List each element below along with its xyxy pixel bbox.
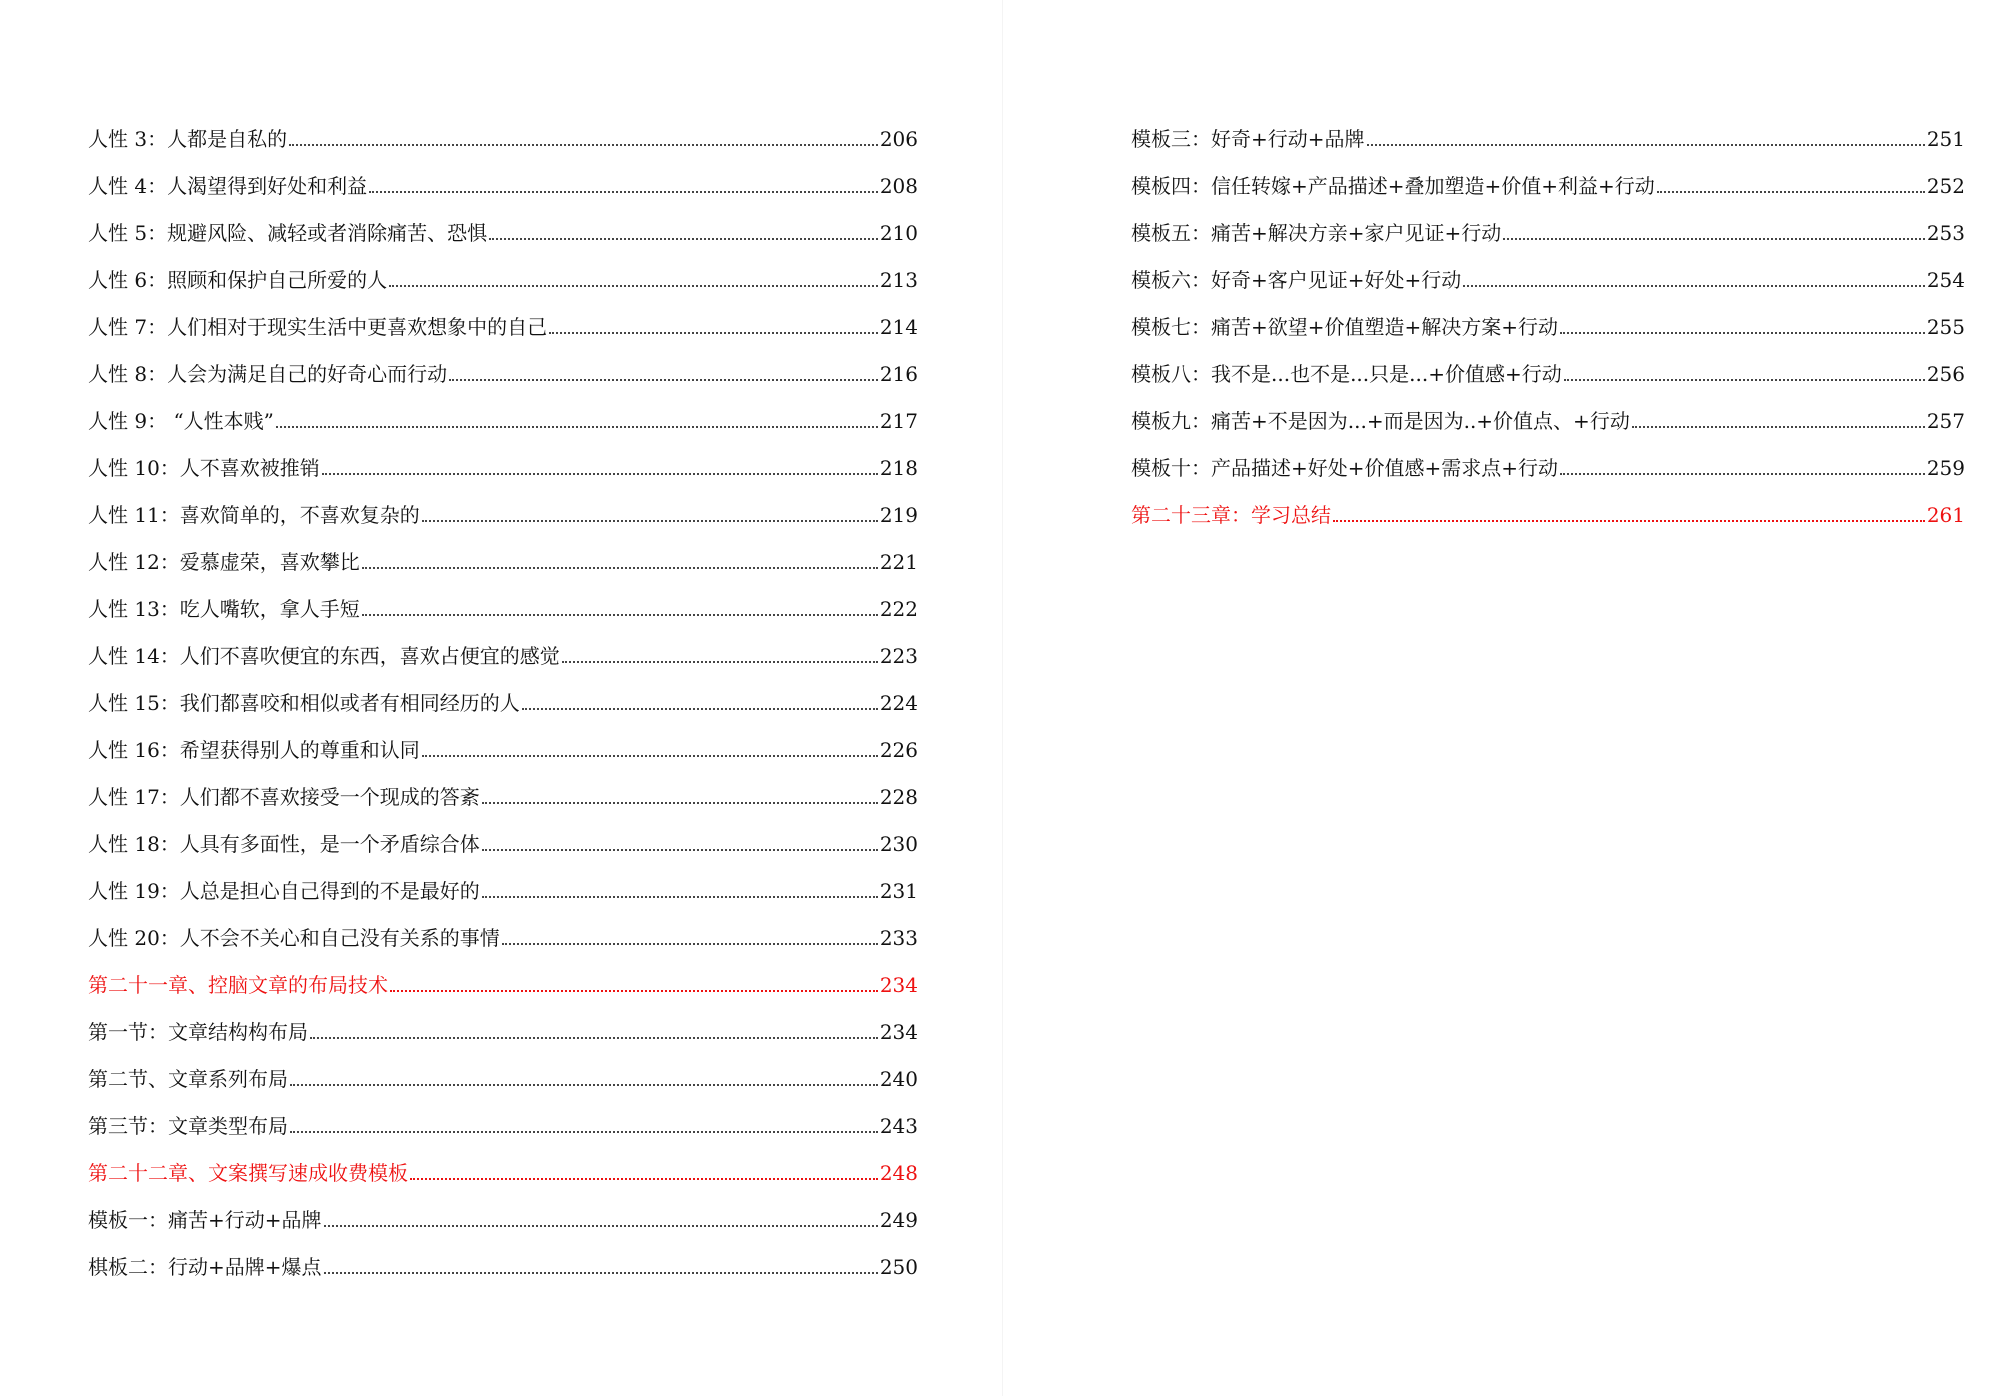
toc-entry-label: 第二十三章：学习总结 [1131, 503, 1331, 527]
dot-leader [1632, 426, 1925, 428]
toc-section-entry[interactable] [1131, 339, 1965, 386]
toc-entry-label: 模板九：痛苦+不是因为...+而是因为..+价值点、+行动 [1131, 409, 1630, 433]
toc-page-number: 249 [879, 1208, 918, 1232]
toc-page-number: 222 [879, 597, 918, 621]
dot-leader [422, 520, 878, 522]
toc-left [88, 104, 918, 1279]
toc-page-number: 206 [879, 127, 918, 151]
toc-entry-label: 人性 13：吃人嘴软，拿人手短 [88, 597, 360, 621]
toc-entry-label: 模板六：好奇+客户见证+好处+行动 [1131, 268, 1462, 292]
dot-leader [482, 849, 878, 851]
toc-page-number: 216 [879, 362, 918, 386]
toc-entry-label: 人性 3：人都是自私的 [88, 127, 288, 151]
toc-right [1131, 104, 1965, 527]
toc-page-number: 240 [879, 1067, 918, 1091]
toc-page-number: 234 [879, 973, 918, 997]
toc-entry-label: 第二十二章、文案撰写速成收费模板 [88, 1161, 408, 1185]
toc-page-number: 252 [1926, 174, 1965, 198]
toc-page-number: 259 [1926, 456, 1965, 480]
toc-section-entry[interactable] [88, 1232, 918, 1279]
toc-chapter-entry[interactable] [1131, 480, 1965, 527]
dot-leader [1560, 332, 1925, 334]
toc-entry-label: 模板七：痛苦+欲望+价值塑造+解决方案+行动 [1131, 315, 1559, 339]
toc-entry-label: 人性 12：爱慕虚荣，喜欢攀比 [88, 550, 360, 574]
toc-entry-label: 人性 17：人们都不喜欢接受一个现成的答紊 [88, 785, 480, 809]
toc-section-entry[interactable] [88, 1185, 918, 1232]
toc-entry-label: 棋板二：行动+品牌+爆点 [88, 1255, 322, 1279]
toc-section-entry[interactable] [88, 386, 918, 433]
toc-section-entry[interactable] [88, 104, 918, 151]
dot-leader [449, 379, 878, 381]
toc-section-entry[interactable] [88, 151, 918, 198]
toc-section-entry[interactable] [88, 198, 918, 245]
toc-entry-label: 第三节：文章类型布局 [88, 1114, 288, 1138]
toc-section-entry[interactable] [88, 292, 918, 339]
dot-leader [290, 1131, 878, 1133]
toc-entry-label: 模板一：痛苦+行动+品牌 [88, 1208, 322, 1232]
toc-page-number: 226 [879, 738, 918, 762]
toc-section-entry[interactable] [88, 1091, 918, 1138]
toc-page-number: 243 [879, 1114, 918, 1138]
dot-leader [324, 1225, 878, 1227]
dot-leader [324, 1272, 878, 1274]
toc-entry-label: 人性 8：人会为满足自己的好奇心而行动 [88, 362, 448, 386]
toc-page-number: 233 [879, 926, 918, 950]
toc-chapter-entry[interactable] [88, 950, 918, 997]
toc-page-number: 208 [879, 174, 918, 198]
toc-section-entry[interactable] [1131, 151, 1965, 198]
toc-page-number: 250 [879, 1255, 918, 1279]
dot-leader [1560, 473, 1925, 475]
dot-leader [369, 191, 878, 193]
toc-section-entry[interactable] [88, 621, 918, 668]
dot-leader [1367, 144, 1925, 146]
toc-page-number: 228 [879, 785, 918, 809]
toc-page-number: 231 [879, 879, 918, 903]
toc-section-entry[interactable] [88, 903, 918, 950]
toc-section-entry[interactable] [88, 997, 918, 1044]
toc-entry-label: 人性 16：希望获得别人的尊重和认同 [88, 738, 420, 762]
toc-page-number: 213 [879, 268, 918, 292]
dot-leader [362, 614, 878, 616]
toc-page-number: 214 [879, 315, 918, 339]
toc-page-number: 254 [1926, 268, 1965, 292]
toc-section-entry[interactable] [88, 715, 918, 762]
dot-leader [389, 285, 878, 287]
toc-page-number: 223 [879, 644, 918, 668]
toc-entry-label: 人性 10：人不喜欢被推销 [88, 456, 320, 480]
dot-leader [362, 567, 878, 569]
toc-entry-label: 人性 15：我们都喜咬和相似或者有相同经历的人 [88, 691, 520, 715]
toc-entry-label: 人性 14：人们不喜吹便宜的东西，喜欢占便宜的感觉 [88, 644, 560, 668]
dot-leader [290, 1084, 878, 1086]
toc-section-entry[interactable] [88, 762, 918, 809]
toc-entry-label: 人性 4：人渴望得到好处和利益 [88, 174, 368, 198]
toc-page-number: 217 [879, 409, 918, 433]
toc-page-number: 253 [1926, 221, 1965, 245]
toc-section-entry[interactable] [1131, 433, 1965, 480]
dot-leader [410, 1178, 878, 1180]
toc-entry-label: 人性 6：照顾和保护自己所爱的人 [88, 268, 388, 292]
dot-leader [562, 661, 878, 663]
toc-section-entry[interactable] [88, 574, 918, 621]
toc-page-number: 257 [1926, 409, 1965, 433]
dot-leader [482, 802, 878, 804]
toc-entry-label: 人性 7：人们相对于现实生活中更喜欢想象中的自己 [88, 315, 548, 339]
toc-entry-label: 人性 9： “人性本贱” [88, 409, 274, 433]
toc-page-number: 256 [1926, 362, 1965, 386]
dot-leader [1463, 285, 1925, 287]
toc-section-entry[interactable] [88, 1044, 918, 1091]
toc-section-entry[interactable] [1131, 245, 1965, 292]
toc-entry-label: 人性 11：喜欢简单的，不喜欢复杂的 [88, 503, 420, 527]
dot-leader [276, 426, 878, 428]
dot-leader [482, 896, 878, 898]
dot-leader [289, 144, 878, 146]
dot-leader [549, 332, 878, 334]
toc-entry-label: 模板三：好奇+行动+品牌 [1131, 127, 1365, 151]
toc-entry-label: 模板四：信任转嫁+产品描述+叠加塑造+价值+利益+行动 [1131, 174, 1655, 198]
toc-entry-label: 人性 19：人总是担心自己得到的不是最好的 [88, 879, 480, 903]
toc-page-number: 221 [879, 550, 918, 574]
toc-section-entry[interactable] [88, 245, 918, 292]
toc-section-entry[interactable] [1131, 198, 1965, 245]
dot-leader [522, 708, 878, 710]
toc-section-entry[interactable] [1131, 292, 1965, 339]
toc-section-entry[interactable] [88, 856, 918, 903]
toc-entry-label: 模板五：痛苦+解决方亲+家户见证+行动 [1131, 221, 1502, 245]
toc-page-number: 230 [879, 832, 918, 856]
toc-entry-label: 第一节：文章结构构布局 [88, 1020, 308, 1044]
toc-section-entry[interactable] [88, 809, 918, 856]
toc-entry-label: 人性 5：规避风险、减轻或者消除痛苦、恐惧 [88, 221, 488, 245]
toc-entry-label: 第二节、文章系列布局 [88, 1067, 288, 1091]
toc-page-number: 251 [1926, 127, 1965, 151]
toc-page-number: 224 [879, 691, 918, 715]
toc-chapter-entry[interactable] [88, 1138, 918, 1185]
toc-section-entry[interactable] [88, 527, 918, 574]
dot-leader [322, 473, 878, 475]
dot-leader [502, 943, 878, 945]
toc-entry-label: 模板十：产品描述+好处+价值感+需求点+行动 [1131, 456, 1559, 480]
dot-leader [390, 990, 878, 992]
dot-leader [1657, 191, 1925, 193]
toc-section-entry[interactable] [1131, 386, 1965, 433]
toc-section-entry[interactable] [88, 339, 918, 386]
dot-leader [1503, 238, 1925, 240]
dot-leader [1564, 379, 1925, 381]
toc-section-entry[interactable] [1131, 104, 1965, 151]
toc-entry-label: 第二十一章、控脑文章的布局技术 [88, 973, 388, 997]
toc-page-number: 261 [1926, 503, 1965, 527]
toc-entry-label: 模板八：我不是...也不是...只是...+价值感+行动 [1131, 362, 1562, 386]
toc-page-number: 218 [879, 456, 918, 480]
toc-entry-label: 人性 18：人具有多面性，是一个矛盾综合体 [88, 832, 480, 856]
toc-page-number: 219 [879, 503, 918, 527]
toc-section-entry[interactable] [88, 480, 918, 527]
toc-section-entry[interactable] [88, 668, 918, 715]
toc-section-entry[interactable] [88, 433, 918, 480]
dot-leader [422, 755, 878, 757]
toc-page-number: 210 [879, 221, 918, 245]
right-page [1003, 0, 2006, 1396]
toc-page-number: 248 [879, 1161, 918, 1185]
toc-entry-label: 人性 20：人不会不关心和自己没有关系的事情 [88, 926, 500, 950]
toc-page-number: 234 [879, 1020, 918, 1044]
dot-leader [1333, 520, 1925, 522]
toc-page-number: 255 [1926, 315, 1965, 339]
dot-leader [310, 1037, 878, 1039]
dot-leader [489, 238, 878, 240]
